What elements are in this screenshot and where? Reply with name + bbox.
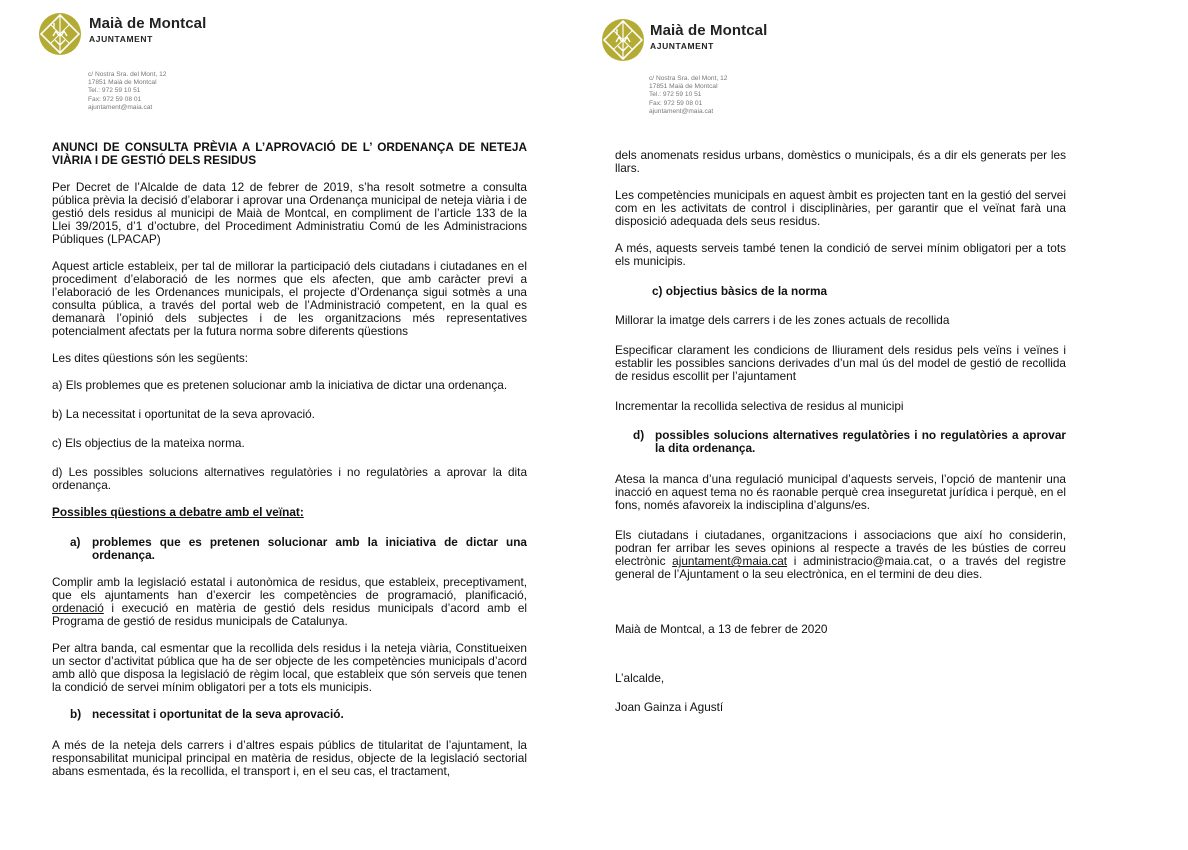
document-page-right [594,0,1188,850]
section-b-heading [52,708,527,721]
question-d: d) Les possibles solucions alternatives regulatòries i no regulatòries a aprovar la dita ordenança. [52,465,527,492]
address-line: c/ Nostra Sra. del Mont, 12 [88,71,167,78]
section-c-heading: c) objectius bàsics de la norma [652,284,828,298]
objective-3: Incrementar la recollida selectiva de residus al municipi [615,399,904,413]
section-d-heading [615,429,1066,455]
section-b-title: necessitat i oportunitat de la seva aprovació. [92,707,344,721]
org-name: Maià de Montcal [650,22,768,39]
section-a-title: problemes que es pretenen solucionar amb la iniciativa de dictar una ordenança. [92,535,527,562]
left-body [52,141,527,792]
email-line: ajuntament@maia.cat [88,103,153,111]
date-line: Maià de Montcal, a 13 de febrer de 2020 [615,622,828,636]
competencies-paragraph: Les competències municipals en aquest àmbit es projecten tant en la gestió del servei com en les activitats de control i disciplinàries, per garantir que el veïnat farà una disposició adequada dels seus residus. [615,188,1066,228]
email-link-ajuntament[interactable]: ajuntament@maia.cat [672,554,788,568]
objective-1: Millorar la imatge dels carrers i de les zones actuals de recollida [615,313,950,327]
objective-2: Especificar clarament les condicions de lliurament dels residus pels veïns i veïnes i establir les possibles sancions derivades d’un mal ús del model de gestió de recollida de residus escollit per l’ajuntament [615,343,1066,383]
org-name: Maià de Montcal [89,15,207,32]
minimum-service-paragraph: A més, aquests serveis també tenen la condició de servei mínim obligatori per a tots els municipis. [615,241,1066,268]
article-paragraph: Aquest article estableix, per tal de millorar la participació dels ciutadans i ciutadanes en el procediment d’elaboració de les normes que els afecten, que amb caràcter previ a l’elaboració de les Ordenances municipals, el projecte d’Ordenança sigui sotmès a una consulta pública, a través del portal web de l’Administració competent, en la qual es demanarà l’opinió dels subjectes i de les organitzacions més representatives potencialment afectats per la futura norma sobre diferents qüestions [52,259,527,338]
continuation-paragraph: dels anomenats residus urbans, domèstics o municipals, és a dir els generats per les llars. [615,148,1066,175]
address-line: Tel.: 972 59 10 51 [88,87,141,95]
section-a-paragraph-1: Complir amb la legislació estatal i autonòmica de residus, que estableix, preceptivament, que els ajuntaments han d’exercir les competències de programació, planificació, ordenació i execució en matèria de gestió dels residus municipals d’acord amb el Programa de gestió de residus municipals de Catalunya. [52,575,527,628]
question-a: a) Els problemes que es pretenen solucionar amb la iniciativa de dictar una ordenança. [52,378,508,392]
section-d-paragraph: Atesa la manca d’una regulació municipal d’aquests serveis, l’opció de mantenir una inacció en aquest tema no és raonable perquè crea inseguretat jurídica i perquè, en el fons, només afavoreix la indisciplina d’alguns/es. [615,472,1066,512]
email-line: ajuntament@maia.cat [649,107,714,115]
section-b-letter: b) [70,707,82,721]
questions-intro: Les dites qüestions són les següents: [52,351,249,365]
address-line: 17851 Maià de Montcal [649,83,718,91]
section-a-heading [52,536,527,562]
question-b: b) La necessitat i oportunitat de la seva aprovació. [52,407,315,421]
section-d-title: possibles solucions alternatives regulatòries i no regulatòries a aprovar la dita ordenança. [655,428,1066,455]
section-b-paragraph-1: A més de la neteja dels carrers i d’altres espais públics de titularitat de l’ajuntament, la responsabilitat municipal principal en matèria de residus, objecte de la legislació sectorial abans esmentada, és la recollida, el transport i, en el seu cas, el tractament, [52,738,527,778]
maia-de-montcal-logo-icon [38,12,82,56]
address-block [649,75,727,116]
address-block [88,71,166,112]
maia-de-montcal-logo-icon [601,18,645,62]
org-subtitle: AJUNTAMENT [650,41,714,51]
address-line: Tel.: 972 59 10 51 [649,91,702,99]
intro-paragraph: Per Decret de l’Alcalde de data 12 de febrer de 2019, s’ha resolt sotmetre a consulta pública prèvia la decisió d’elaborar i aprovar una Ordenança municipal de neteja viària i de gestió dels residus al municipi de Maià de Montcal, en compliment de l’article 133 de la Llei 39/2015, d’1 d’octubre, del Procediment Administratiu Comú de les Administracions Públiques (LPACAP) [52,180,527,246]
section-d-letter: d) [633,428,645,442]
signature-name: Joan Gainza i Agustí [615,700,724,714]
section-a-paragraph-2: Per altra banda, cal esmentar que la recollida dels residus i la neteja viària, Constitueixen un sector d’activitat pública que ha de ser objecte de les competències municipals d’acord amb allò que disposa la legislació de règim local, que estableix que són serveis que tenen la condició de servei mínim obligatori per a tots els municipis. [52,641,527,694]
address-line: Fax: 972 59 08 01 [649,99,703,107]
debate-heading: Possibles qüestions a debatre amb el veïnat: [52,505,304,519]
org-subtitle: AJUNTAMENT [89,34,153,44]
address-line: 17851 Maià de Montcal [88,79,157,87]
address-line: c/ Nostra Sra. del Mont, 12 [649,75,728,82]
question-c: c) Els objectius de la mateixa norma. [52,436,245,450]
underlined-word: ordenació [52,601,104,615]
signature-role: L’alcalde, [615,671,665,685]
address-line: Fax: 972 59 08 01 [88,95,142,103]
submission-paragraph: Els ciutadans i ciutadanes, organitzacions i associacions que així ho considerin, podran fer arribar les seves opinions al respecte a través de les bústies de correu electrònic ajuntament@maia.cat i administracio@maia.cat, o a través del registre general de l’Ajuntament o la seu electrònica, en el termini de deu dies. [615,528,1066,581]
document-title: ANUNCI DE CONSULTA PRÈVIA A L’APROVACIÓ DE L’ ORDENANÇA DE NETEJA VIÀRIA I DE GESTIÓ DELS RESIDUS [52,140,527,167]
section-a-letter: a) [70,535,81,549]
right-body [615,149,1066,728]
